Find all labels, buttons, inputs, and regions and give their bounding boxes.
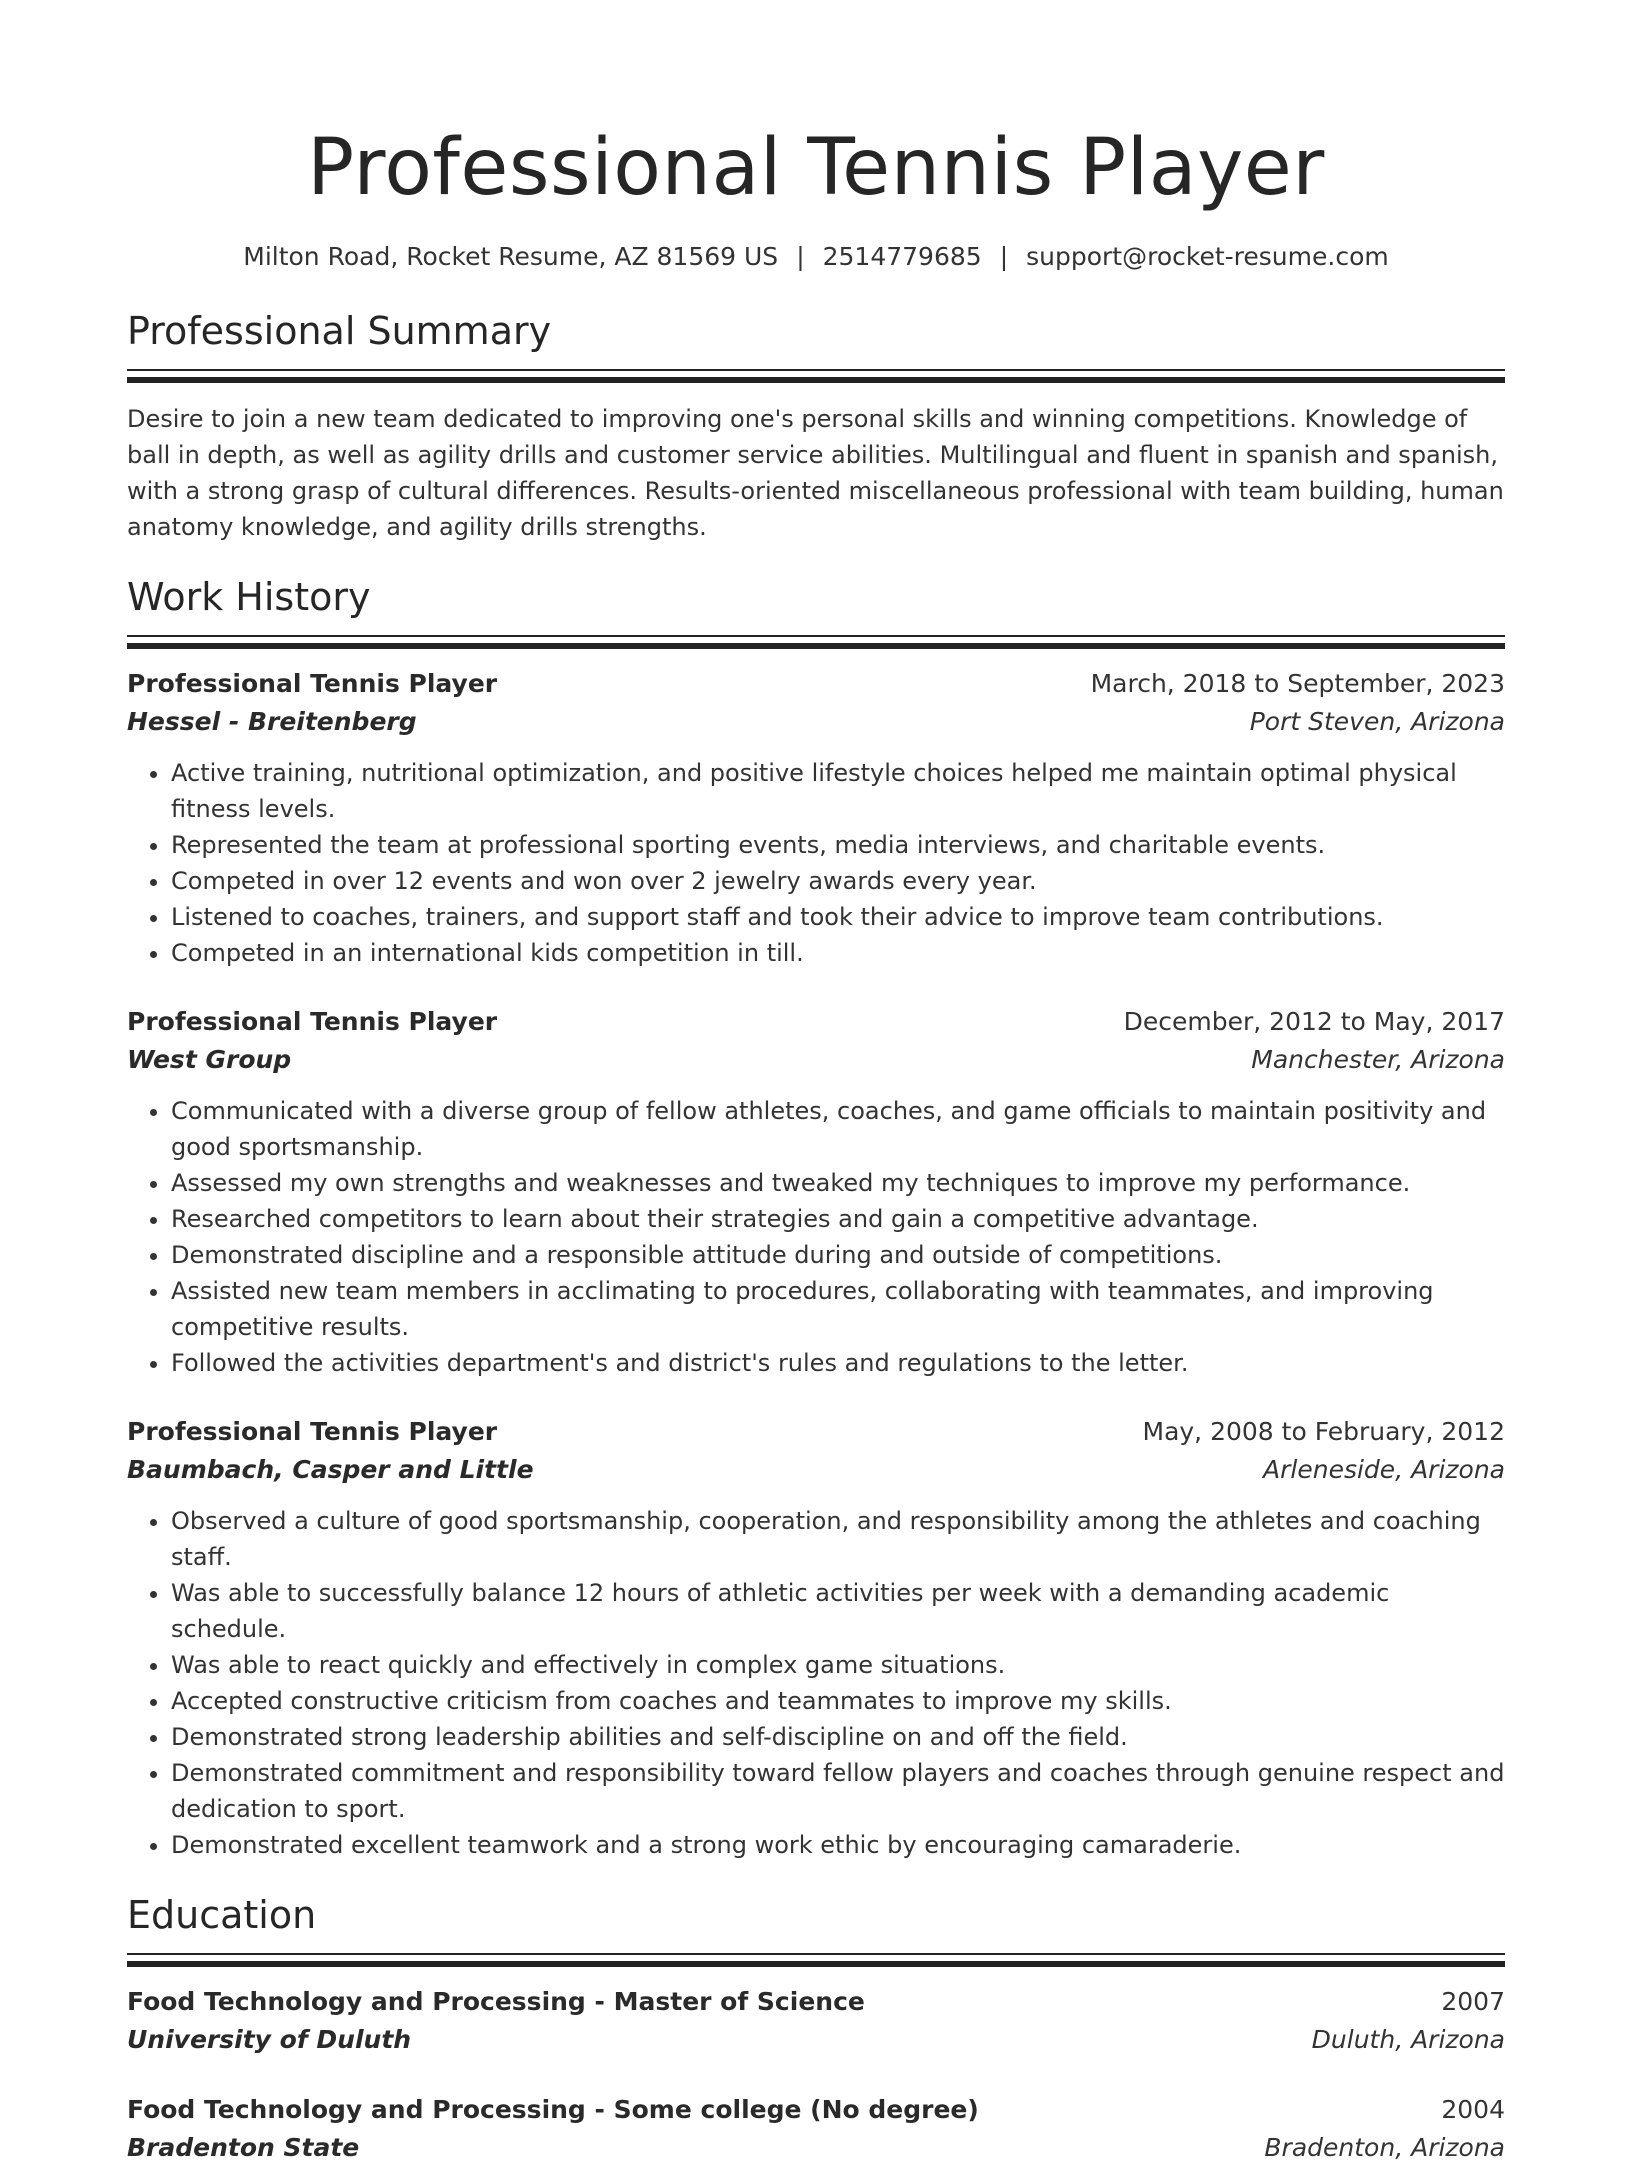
contact-line (127, 240, 1505, 274)
work-history-section (127, 573, 1505, 1863)
job-bullet: • Represented the team at professional sporting events, media interviews, and charitable events. (171, 827, 1505, 863)
contact-email: support@rocket-resume.com (1026, 242, 1389, 271)
job-header-row (127, 1003, 1505, 1041)
job-bullet: • Assisted new team members in acclimating to procedures, collaborating with teammates, and improving competitive results. (171, 1273, 1505, 1345)
job-bullet-list (127, 1093, 1505, 1381)
job-bullet: • Listened to coaches, trainers, and support staff and took their advice to improve team contributions. (171, 899, 1505, 935)
job-bullet: • Demonstrated strong leadership abilities and self-discipline on and off the field. (171, 1719, 1505, 1755)
contact-address: Milton Road, Rocket Resume, AZ 81569 US (243, 242, 779, 271)
contact-phone: 2514779685 (822, 242, 982, 271)
job-title: Professional Tennis Player (127, 669, 498, 698)
job-bullet: • Demonstrated commitment and responsibility toward fellow players and coaches through genuine respect and dedication to sport. (171, 1755, 1505, 1827)
job-bullet: • Accepted constructive criticism from coaches and teammates to improve my skills. (171, 1683, 1505, 1719)
section-divider (127, 635, 1505, 649)
job-bullet: • Competed in over 12 events and won over 2 jewelry awards every year. (171, 863, 1505, 899)
education-entry (127, 2091, 1505, 2167)
education-header-row (127, 1983, 1505, 2021)
job-bullet: • Demonstrated discipline and a responsible attitude during and outside of competitions. (171, 1237, 1505, 1273)
education-school: Bradenton State (127, 2133, 360, 2162)
job-location: Manchester, Arizona (1251, 1045, 1505, 1074)
education-location: Duluth, Arizona (1311, 2025, 1505, 2054)
job-bullet: • Competed in an international kids competition in till. (171, 935, 1505, 971)
summary-text: Desire to join a new team dedicated to improving one's personal skills and winning competitions. Knowledge of ball in depth, as well as agility drills and customer service abilities. Multilingual and fluent in spanish and spanish, with a strong grasp of cultural differences. Results-oriented miscellaneous professional with team building, human anatomy knowledge, and agility drills strengths. (127, 405, 1504, 541)
job-entry (127, 1003, 1505, 1381)
resume-page (127, 0, 1505, 2167)
job-dates: December, 2012 to May, 2017 (1123, 1007, 1505, 1036)
job-dates: May, 2008 to February, 2012 (1142, 1417, 1505, 1446)
job-bullet: • Communicated with a diverse group of fellow athletes, coaches, and game officials to maintain positivity and good sportsmanship. (171, 1093, 1505, 1165)
education-school-row (127, 2021, 1505, 2059)
job-dates: March, 2018 to September, 2023 (1090, 669, 1505, 698)
job-bullet: • Assessed my own strengths and weaknesses and tweaked my techniques to improve my performance. (171, 1165, 1505, 1201)
job-company-row (127, 1451, 1505, 1489)
education-location: Bradenton, Arizona (1264, 2133, 1505, 2162)
section-divider (127, 369, 1505, 383)
job-entry (127, 665, 1505, 971)
education-school: University of Duluth (127, 2025, 412, 2054)
job-company: West Group (127, 1045, 292, 1074)
job-bullet: • Was able to react quickly and effectively in complex game situations. (171, 1647, 1505, 1683)
contact-separator: | (999, 242, 1009, 271)
job-company-row (127, 703, 1505, 741)
job-location: Arleneside, Arizona (1263, 1455, 1505, 1484)
job-bullet-list (127, 755, 1505, 971)
education-header-row (127, 2091, 1505, 2129)
education-year: 2007 (1441, 1987, 1505, 2016)
contact-separator: | (796, 242, 805, 271)
job-bullet-list (127, 1503, 1505, 1863)
job-location: Port Steven, Arizona (1249, 707, 1505, 736)
job-entry (127, 1413, 1505, 1863)
section-title-work-history: Work History (127, 575, 371, 619)
job-bullet: • Demonstrated excellent teamwork and a strong work ethic by encouraging camaraderie. (171, 1827, 1505, 1863)
candidate-name: Professional Tennis Player (307, 123, 1325, 213)
education-entry (127, 1983, 1505, 2059)
job-header-row (127, 1413, 1505, 1451)
education-degree: Food Technology and Processing - Master of Science (127, 1987, 865, 2016)
section-title-education: Education (127, 1893, 317, 1937)
job-title: Professional Tennis Player (127, 1417, 498, 1446)
education-school-row (127, 2129, 1505, 2167)
education-degree: Food Technology and Processing - Some college (No degree) (127, 2095, 979, 2124)
job-header-row (127, 665, 1505, 703)
job-bullet: • Observed a culture of good sportsmanship, cooperation, and responsibility among the athletes and coaching staff. (171, 1503, 1505, 1575)
job-bullet: • Active training, nutritional optimization, and positive lifestyle choices helped me maintain optimal physical fitness levels. (171, 755, 1505, 827)
job-bullet: • Researched competitors to learn about their strategies and gain a competitive advantage. (171, 1201, 1505, 1237)
job-bullet: • Was able to successfully balance 12 hours of athletic activities per week with a demanding academic schedule. (171, 1575, 1505, 1647)
job-title: Professional Tennis Player (127, 1007, 498, 1036)
education-year: 2004 (1441, 2095, 1505, 2124)
section-title-summary: Professional Summary (127, 309, 552, 353)
section-divider (127, 1953, 1505, 1967)
job-bullet: • Followed the activities department's and district's rules and regulations to the letter. (171, 1345, 1505, 1381)
education-section (127, 1891, 1505, 2167)
summary-section (127, 307, 1505, 545)
job-company: Hessel - Breitenberg (127, 707, 417, 736)
job-company-row (127, 1041, 1505, 1079)
job-company: Baumbach, Casper and Little (127, 1455, 534, 1484)
